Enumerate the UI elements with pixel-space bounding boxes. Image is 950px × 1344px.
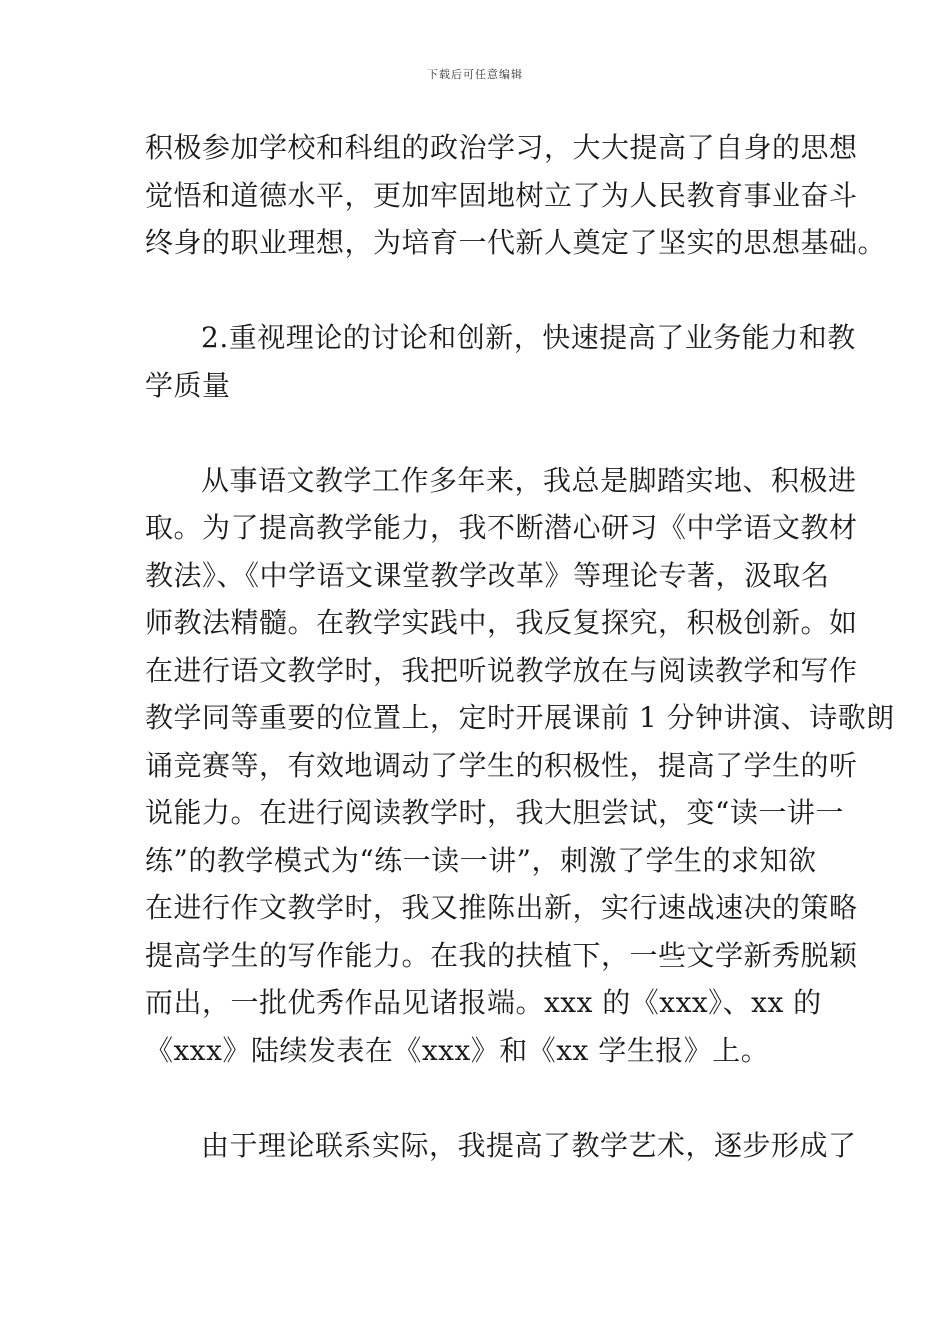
paragraph-1 [145, 124, 887, 267]
paragraph-gap [145, 409, 807, 457]
text-line: 在进行语文教学时，我把听说教学放在与阅读教学和写作 [145, 653, 858, 687]
text-line: 从事语文教学工作多年来，我总是脚踏实地、积极进 [201, 463, 857, 497]
heading-line: 学质量 [145, 368, 231, 402]
text-line: 教学同等重要的位置上，定时开展课前 1 分钟讲演、诗歌朗 [145, 701, 895, 734]
text-line: 说能力。在进行阅读教学时，我大胆尝试，变“读一讲一 [145, 796, 844, 829]
text-line: 提高学生的写作能力。在我的扶植下，一些文学新秀脱颖 [145, 938, 858, 972]
text-line: 而出，一批优秀作品见诸报端。xxx 的《xxx》、xx 的 [145, 986, 822, 1019]
text-line: 取。为了提高教学能力，我不断潜心研习《中学语文教材 [145, 511, 858, 544]
text-line: 觉悟和道德水平，更加牢固地树立了为人民教育事业奋斗 [145, 178, 858, 212]
text-line: 在进行作文教学时，我又推陈出新，实行速战速决的策略 [145, 891, 858, 924]
paragraph-3 [145, 1122, 857, 1170]
paragraph-gap [145, 267, 807, 315]
text-line: 终身的职业理想，为培育一代新人奠定了坚实的思想基础。 [145, 226, 887, 259]
header-note: 下载后可任意编辑 [427, 68, 523, 81]
paragraph-gap [145, 1074, 807, 1122]
document-body [145, 124, 895, 1169]
heading-line: 2.重视理论的讨论和创新，快速提高了业务能力和教 [201, 321, 856, 354]
text-line: 由于理论联系实际，我提高了教学艺术，逐步形成了 [201, 1128, 857, 1162]
text-line: 积极参加学校和科组的政治学习，大大提高了自身的思想 [145, 131, 858, 164]
section-heading [145, 314, 856, 409]
text-line: 诵竞赛等，有效地调动了学生的积极性，提高了学生的听 [145, 748, 858, 782]
text-line: 教法》、《中学语文课堂教学改革》等理论专著，汲取名 [145, 558, 830, 592]
text-line: 师教法精髓。在教学实践中，我反复探究，积极创新。如 [145, 606, 858, 639]
text-line: 《xxx》陆续发表在《xxx》和《xx 学生报》上。 [145, 1033, 770, 1067]
text-line: 练”的教学模式为“练一读一讲”，刺激了学生的求知欲 [145, 843, 817, 877]
paragraph-2 [145, 457, 895, 1075]
